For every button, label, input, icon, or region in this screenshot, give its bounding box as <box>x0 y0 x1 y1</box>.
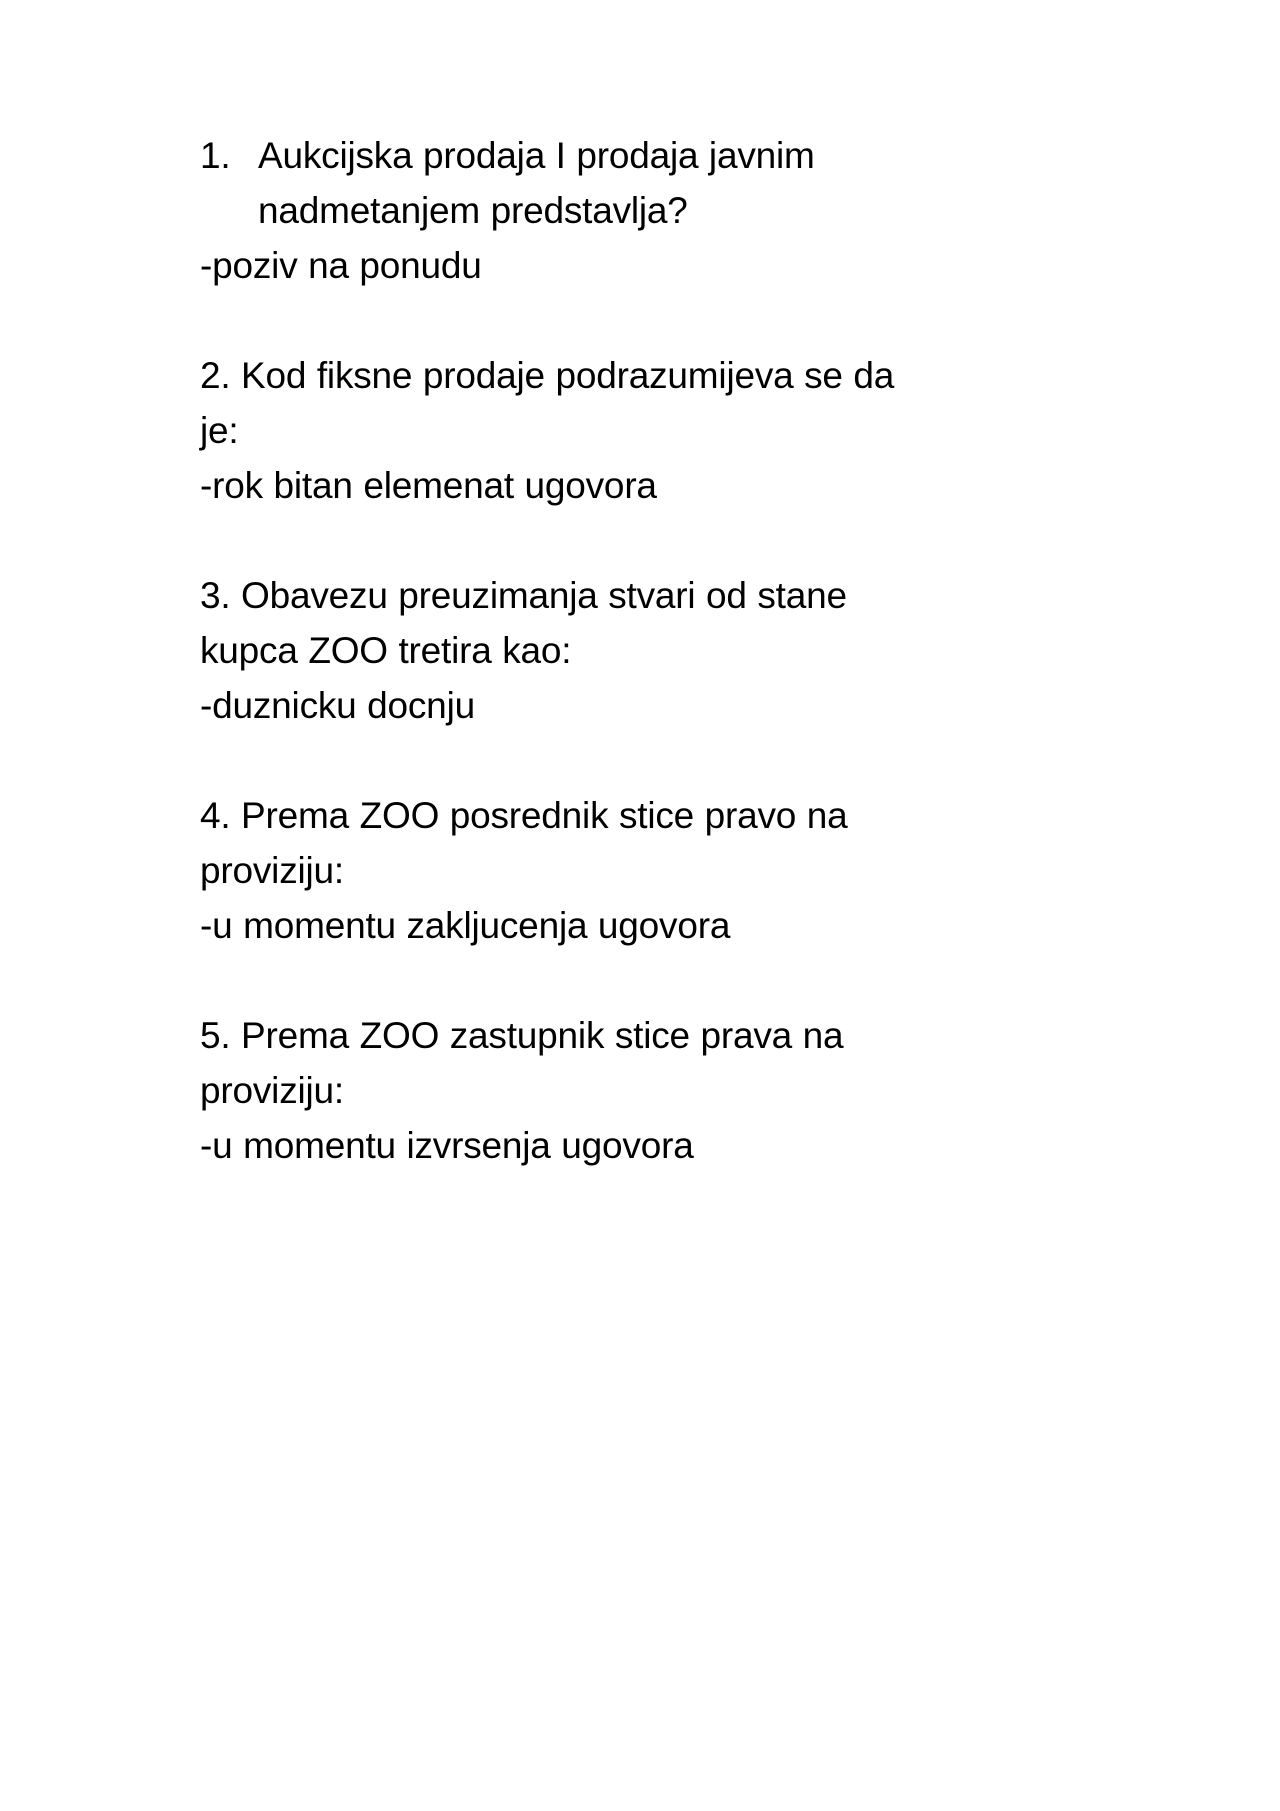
question-line: je: <box>200 410 239 451</box>
answer-line-4: -u momentu zakljucenja ugovora <box>200 905 731 946</box>
question-line: 3. Obavezu preuzimanja stvari od stane <box>200 575 847 616</box>
question-line: 4. Prema ZOO posrednik stice pravo na <box>200 795 848 836</box>
question-line: Aukcijska prodaja I prodaja javnim <box>258 135 815 176</box>
question-block-1 <box>200 128 1130 238</box>
answer-line-2: -rok bitan elemenat ugovora <box>200 465 657 506</box>
question-line: 5. Prema ZOO zastupnik stice prava na <box>200 1015 844 1056</box>
paragraph-spacer <box>200 953 1130 1008</box>
question-text-1 <box>258 128 958 238</box>
answer-line-5: -u momentu izvrsenja ugovora <box>200 1125 694 1166</box>
question-block-4 <box>200 788 990 898</box>
question-block-2 <box>200 348 990 458</box>
question-line: proviziju: <box>200 850 344 891</box>
question-line: proviziju: <box>200 1070 344 1111</box>
paragraph-spacer <box>200 733 1130 788</box>
question-block-5 <box>200 1008 990 1118</box>
question-line: nadmetanjem predstavlja? <box>258 190 688 231</box>
question-line: 2. Kod fiksne prodaje podrazumijeva se da <box>200 355 895 396</box>
paragraph-spacer <box>200 513 1130 568</box>
answer-line-3: -duznicku docnju <box>200 685 475 726</box>
document-body <box>200 128 1130 1173</box>
paragraph-spacer <box>200 293 1130 348</box>
answer-line-1: -poziv na ponudu <box>200 245 482 286</box>
question-line: kupca ZOO tretira kao: <box>200 630 572 671</box>
question-block-3 <box>200 568 990 678</box>
list-number-1: 1. <box>200 135 231 176</box>
